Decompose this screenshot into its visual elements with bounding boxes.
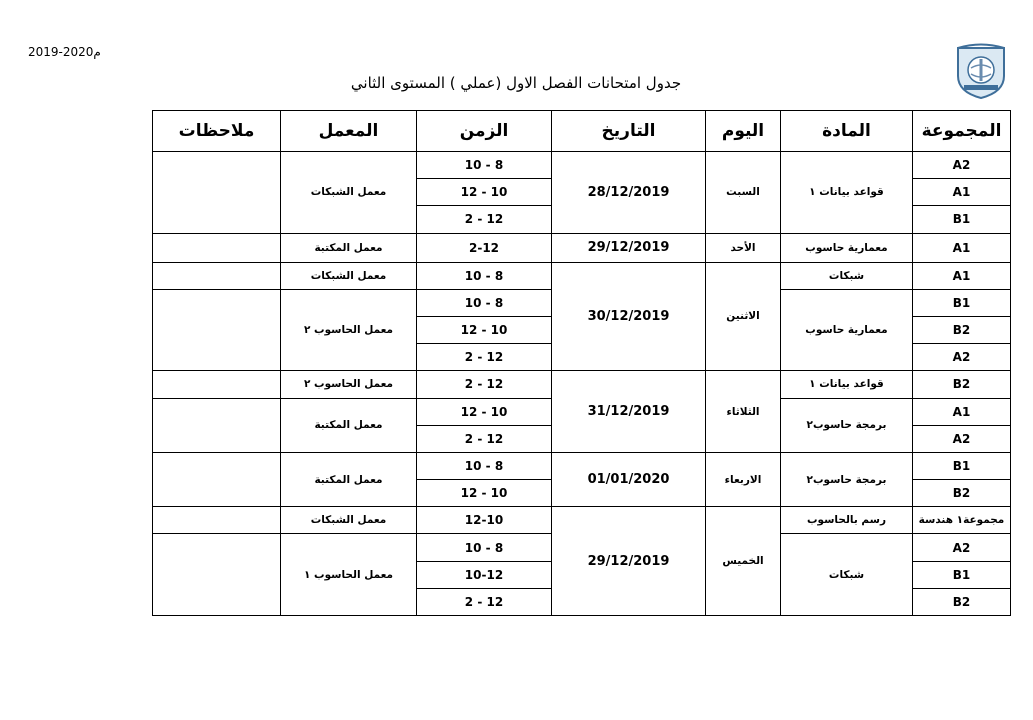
time-cell: 2 - 12 <box>417 344 552 371</box>
subject-cell: معمارية حاسوب <box>781 233 913 262</box>
time-cell: 2 - 12 <box>417 371 552 398</box>
time-cell: 2-12 <box>417 233 552 262</box>
group-cell: A1 <box>913 233 1011 262</box>
date-cell: 01/01/2020 <box>552 452 706 506</box>
header-group: المجموعة <box>913 111 1011 152</box>
time-cell: 12 - 10 <box>417 398 552 425</box>
date-cell: 29/12/2019 <box>552 507 706 616</box>
table-header-row <box>153 111 1011 152</box>
group-cell: B2 <box>913 316 1011 343</box>
notes-cell <box>153 371 281 398</box>
subject-cell: شبكات <box>781 262 913 289</box>
group-cell: B1 <box>913 452 1011 479</box>
time-cell: 2 - 12 <box>417 588 552 615</box>
table-row <box>153 262 1011 289</box>
day-cell: السبت <box>706 152 781 234</box>
group-cell: A1 <box>913 262 1011 289</box>
day-cell: الأحد <box>706 233 781 262</box>
group-cell: B2 <box>913 371 1011 398</box>
notes-cell <box>153 507 281 534</box>
notes-cell <box>153 233 281 262</box>
notes-cell <box>153 534 281 616</box>
subject-cell: برمجة حاسوب٢ <box>781 452 913 506</box>
lab-cell: معمل الشبكات <box>281 262 417 289</box>
group-cell: A2 <box>913 425 1011 452</box>
day-cell: الخميس <box>706 507 781 616</box>
lab-cell: معمل الشبكات <box>281 152 417 234</box>
time-cell: 10 - 8 <box>417 289 552 316</box>
page-title: جدول امتحانات الفصل الاول (عملي ) المستوى الثاني <box>350 74 682 92</box>
table-row <box>153 371 1011 398</box>
lab-cell: معمل الحاسوب ١ <box>281 534 417 616</box>
notes-cell <box>153 398 281 452</box>
day-cell: الاثنين <box>706 262 781 371</box>
subject-cell: رسم بالحاسوب <box>781 507 913 534</box>
group-cell: A2 <box>913 534 1011 561</box>
time-cell: 12 - 10 <box>417 316 552 343</box>
lab-cell: معمل المكتبة <box>281 233 417 262</box>
time-cell: 12 - 10 <box>417 179 552 206</box>
time-cell: 10-12 <box>417 561 552 588</box>
date-cell: 30/12/2019 <box>552 262 706 371</box>
header-time: الزمن <box>417 111 552 152</box>
subject-cell: قواعد بيانات ١ <box>781 152 913 234</box>
group-cell: A2 <box>913 152 1011 179</box>
header-date: التاريخ <box>552 111 706 152</box>
date-cell: 31/12/2019 <box>552 371 706 453</box>
notes-cell <box>153 152 281 234</box>
notes-cell <box>153 262 281 289</box>
time-cell: 10 - 8 <box>417 262 552 289</box>
group-cell: A2 <box>913 344 1011 371</box>
table-row <box>153 233 1011 262</box>
header-day: اليوم <box>706 111 781 152</box>
lab-cell: معمل الشبكات <box>281 507 417 534</box>
group-cell: A1 <box>913 398 1011 425</box>
group-cell: B1 <box>913 206 1011 233</box>
table-row <box>153 452 1011 479</box>
subject-cell: معمارية حاسوب <box>781 289 913 371</box>
academic-year: 2019-2020م <box>28 45 101 59</box>
group-cell: مجموعة١ هندسة <box>913 507 1011 534</box>
day-cell: الاربعاء <box>706 452 781 506</box>
header-subject: المادة <box>781 111 913 152</box>
time-cell: 2 - 12 <box>417 206 552 233</box>
table-row <box>153 507 1011 534</box>
time-cell: 10 - 8 <box>417 152 552 179</box>
group-cell: B1 <box>913 561 1011 588</box>
exam-schedule-table <box>152 110 1011 616</box>
time-cell: 12 - 10 <box>417 480 552 507</box>
lab-cell: معمل المكتبة <box>281 452 417 506</box>
subject-cell: برمجة حاسوب٢ <box>781 398 913 452</box>
group-cell: B1 <box>913 289 1011 316</box>
lab-cell: معمل الحاسوب ٢ <box>281 371 417 398</box>
table-row <box>153 152 1011 179</box>
day-cell: الثلاثاء <box>706 371 781 453</box>
time-cell: 12-10 <box>417 507 552 534</box>
header-notes: ملاحظات <box>153 111 281 152</box>
date-cell: 28/12/2019 <box>552 152 706 234</box>
subject-cell: شبكات <box>781 534 913 616</box>
group-cell: B2 <box>913 480 1011 507</box>
date-cell: 29/12/2019 <box>552 233 706 262</box>
subject-cell: قواعد بيانات ١ <box>781 371 913 398</box>
lab-cell: معمل المكتبة <box>281 398 417 452</box>
lab-cell: معمل الحاسوب ٢ <box>281 289 417 371</box>
time-cell: 10 - 8 <box>417 534 552 561</box>
time-cell: 2 - 12 <box>417 425 552 452</box>
header-lab: المعمل <box>281 111 417 152</box>
time-cell: 10 - 8 <box>417 452 552 479</box>
group-cell: B2 <box>913 588 1011 615</box>
group-cell: A1 <box>913 179 1011 206</box>
notes-cell <box>153 452 281 506</box>
notes-cell <box>153 289 281 371</box>
